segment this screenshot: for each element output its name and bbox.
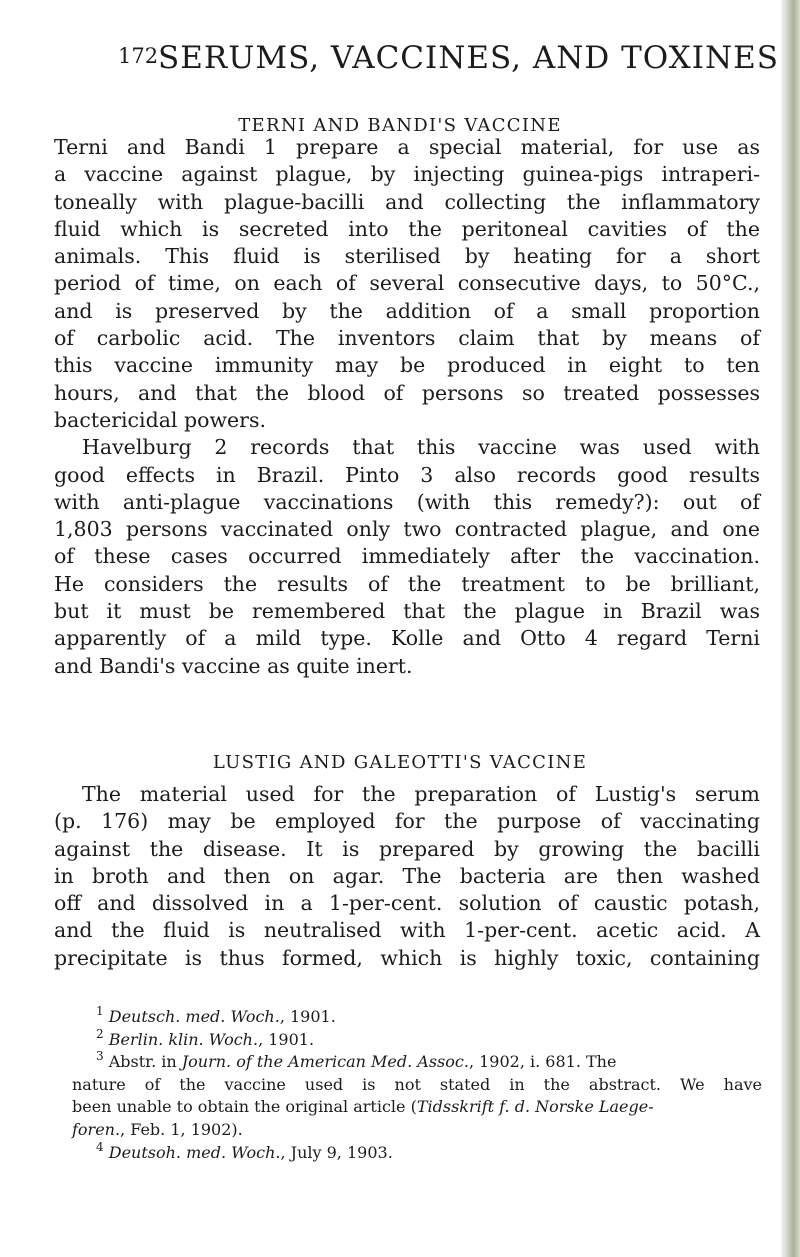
footnote-source: Deutsoh. med. Woch. — [108, 1142, 281, 1162]
text-line: Terni and Bandi 1 prepare a special material, for use as — [54, 135, 760, 159]
text-line: and Bandi's vaccine as quite inert. — [54, 653, 413, 678]
text-line: of carbolic acid. The inventors claim that by means of — [54, 326, 760, 351]
footnote-1 — [72, 1006, 762, 1029]
footnote-text: , 1902, i. 681. The — [468, 1052, 617, 1072]
footnote-marker: 4 — [96, 1139, 104, 1154]
text-line: animals. This fluid is sterilised by heating for a short — [54, 244, 760, 269]
text-line: apparently of a mild type. Kolle and Otto 4 regard Terni — [54, 626, 760, 651]
text-line: bactericidal powers. — [54, 407, 266, 432]
footnote-text: , July 9, 1903. — [280, 1142, 393, 1162]
text-line: of these cases occurred immediately after the vaccination. — [54, 544, 760, 569]
footnote-text: been unable to obtain the original article ( — [72, 1097, 417, 1117]
footnote-source: Tidsskrift f. d. Norske Laege- — [416, 1097, 654, 1117]
section-heading-lustig-galeotti: LUSTIG AND GALEOTTI'S VACCINE — [212, 752, 588, 773]
footnote-text: , 1901. — [258, 1029, 315, 1049]
footnote-marker: 2 — [96, 1026, 104, 1041]
footnote-2 — [72, 1026, 762, 1052]
footnote-marker: 3 — [96, 1049, 104, 1064]
text-line: (p. 176) may be employed for the purpose of vaccinating — [54, 809, 760, 834]
text-line: in broth and then on agar. The bacteria are then washed — [54, 863, 760, 888]
text-line: precipitate is thus formed, which is highly toxic, containing — [54, 945, 760, 970]
footnote-marker: 1 — [96, 1004, 104, 1018]
section-heading-terni-bandi: TERNI AND BANDI'S VACCINE — [238, 115, 562, 136]
footnote-4 — [72, 1139, 762, 1165]
footnote-3-line-2: nature of the vaccine used is not stated in the abstract. We have — [72, 1074, 762, 1094]
text-line: He considers the results of the treatment to be brilliant, — [54, 571, 760, 596]
footnotes — [72, 1006, 762, 1164]
footnote-text: Abstr. in — [108, 1052, 177, 1072]
text-line: fluid which is secreted into the peritoneal cavities of the — [54, 216, 760, 241]
text-line: Havelburg 2 records that this vaccine was used with — [82, 435, 760, 460]
section-body-terni-bandi — [54, 134, 760, 680]
text-line: against the disease. It is prepared by growing the bacilli — [54, 836, 760, 861]
text-line: toneally with plague-bacilli and collecting the inflammatory — [54, 189, 760, 214]
text-line: with anti-plague vaccinations (with this remedy?): out of — [54, 489, 760, 514]
footnote-3-line-4 — [72, 1119, 762, 1142]
text-line: hours, and that the blood of persons so treated possesses — [54, 380, 760, 405]
page-edge — [784, 0, 800, 1257]
text-line: The material used for the preparation of Lustig's serum — [82, 782, 760, 806]
footnote-source: Berlin. klin. Woch. — [108, 1029, 259, 1049]
footnote-text: , 1901. — [279, 1007, 336, 1026]
running-title: SERUMS, VACCINES, AND TOXINES — [158, 40, 779, 76]
page-header — [118, 40, 778, 88]
text-line: and the fluid is neutralised with 1-per-cent. acetic acid. A — [54, 918, 760, 943]
text-line: period of time, on each of several consecutive days, to 50°C., — [54, 271, 760, 296]
footnote-source: Deutsch. med. Woch. — [108, 1007, 280, 1026]
section-body-lustig-galeotti — [54, 781, 760, 972]
text-line: this vaccine immunity may be produced in eight to ten — [54, 353, 760, 378]
text-line: a vaccine against plague, by injecting guinea-pigs intraperi- — [54, 162, 760, 187]
page-number: 172 — [118, 44, 159, 68]
text-line: but it must be remembered that the plague in Brazil was — [54, 599, 760, 624]
text-line: good effects in Brazil. Pinto 3 also records good results — [54, 462, 760, 487]
footnote-text: , Feb. 1, 1902). — [120, 1119, 243, 1139]
text-line: off and dissolved in a 1-per-cent. solution of caustic potash, — [54, 891, 760, 916]
footnote-3 — [72, 1051, 762, 1074]
footnote-source: foren. — [72, 1119, 121, 1139]
text-line: and is preserved by the addition of a small proportion — [54, 298, 760, 323]
text-line: 1,803 persons vaccinated only two contracted plague, and one — [54, 517, 760, 542]
footnote-source: Journ. of the American Med. Assoc. — [181, 1052, 469, 1072]
footnote-3-line-3 — [72, 1096, 762, 1119]
